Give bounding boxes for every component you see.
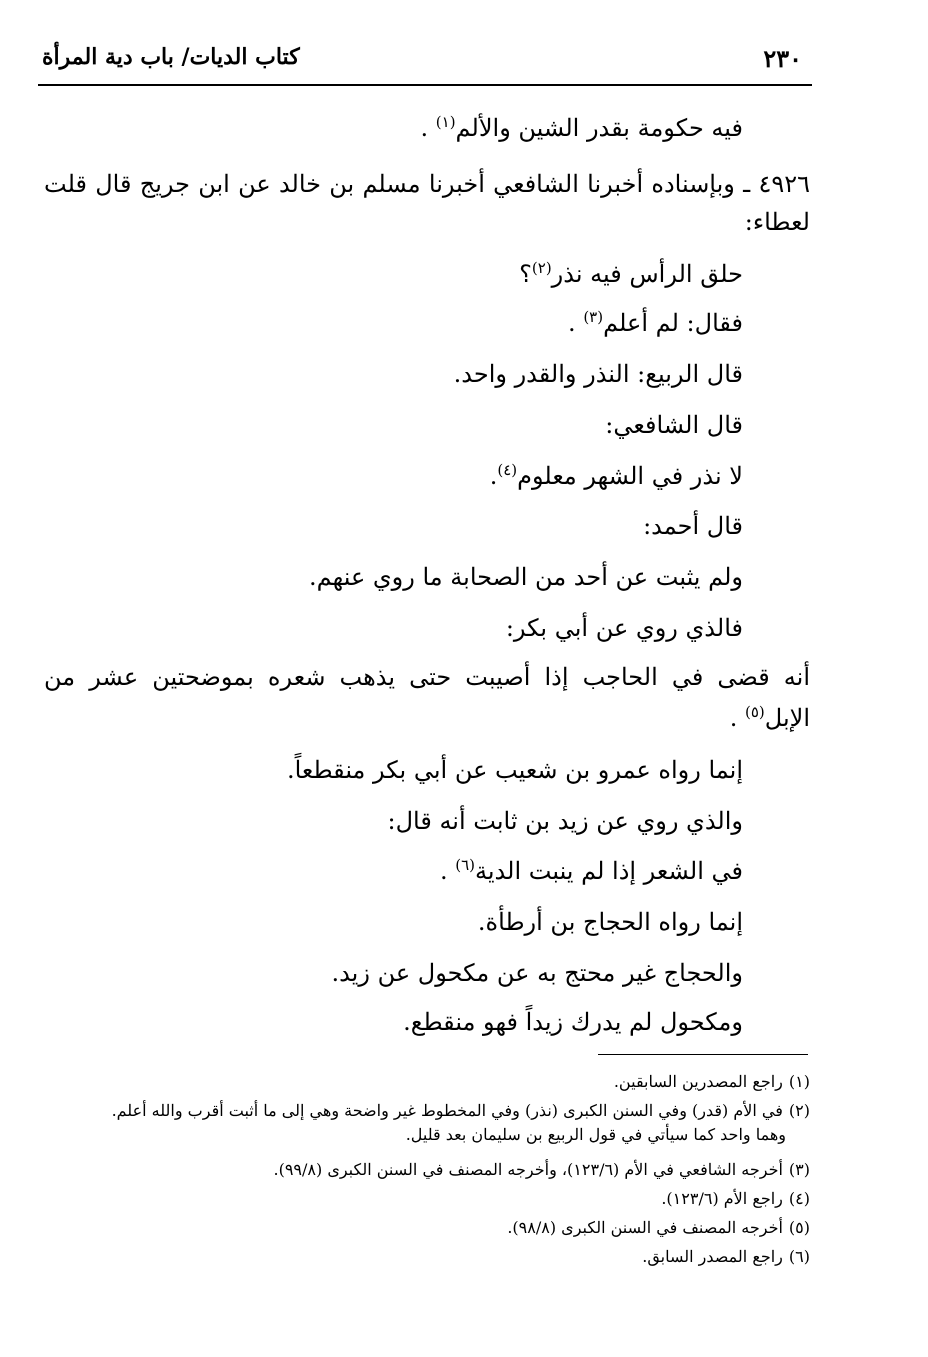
text-line: إنما رواه عمرو بن شعيب عن أبي بكر منقطعاً. [286,756,743,784]
text-line: ومكحول لم يدرك زيداً فهو منقطع. [403,1008,743,1036]
text-line: قال الشافعي: [605,411,743,439]
footnote-number: (٥) [788,1218,810,1237]
footnote: (٢)في الأم (قدر) وفي السنن الكبرى (نذر) وفي المخطوط غير واضحة وهي إلى ما أثبت أقرب والله أعلم. [111,1101,810,1120]
footnote-number: (١) [788,1072,810,1091]
footnote-ref[interactable]: (٥) [745,703,765,721]
text-line: الإبل$^{(٥)}$ . [729,703,810,732]
running-title: كتاب الديات/ باب دية المرأة [42,44,300,70]
text-line: قال أحمد: [643,512,743,540]
footnote-ref[interactable]: (٤) [497,461,518,479]
text-line: لا نذر في الشهر معلوم$^{(٤)}$. [489,461,743,490]
footnote: (١)راجع المصدرين السابقين. [613,1072,810,1091]
footnote-ref[interactable]: (١) [435,113,456,131]
footnote-ref[interactable]: (٦) [455,856,475,874]
page-header [38,38,812,86]
text-line: إنما رواه الحجاج بن أرطأة. [477,908,743,936]
footnote-separator [598,1054,808,1055]
footnote-number: (٣) [788,1160,810,1179]
text-line: حلق الرأس فيه نذر$^{(٢)}$؟ [519,259,743,288]
text-line: والذي روي عن زيد بن ثابت أنه قال: [387,807,743,835]
text-line: فالذي روي عن أبي بكر: [505,614,743,642]
footnote: (٦)راجع المصدر السابق. [642,1247,810,1266]
page-number: ٢٣٠ [763,44,802,73]
text-line: أنه قضى في الحاجب إذا أصيبت حتى يذهب شعره بموضحتين عشر من [44,663,811,691]
hadith-line: ٤٩٢٦ ـ وبإسناده أخبرنا الشافعي أخبرنا مسلم بن خالد عن ابن جريج قال قلت [44,170,810,198]
footnote-number: (٦) [788,1247,810,1266]
footnote: (٣)أخرجه الشافعي في الأم (١٢٣/٦)، وأخرجه المصنف في السنن الكبرى (٩٩/٨). [273,1160,810,1179]
text-line: ولم يثبت عن أحد من الصحابة ما روي عنهم. [309,563,743,591]
footnote-continuation: وهما واحد كما سيأتي في قول الربيع بن سليمان بعد قليل. [405,1125,786,1144]
footnote-ref[interactable]: (٣) [583,308,604,326]
footnote-ref[interactable]: (٢) [531,259,552,277]
text-line: في الشعر إذا لم ينبت الدية$^{(٦)}$ . [439,856,743,885]
text-line: فيه حكومة بقدر الشين والألم$^{(١)}$ . [420,113,743,142]
text-line: والحجاج غير محتج به عن مكحول عن زيد. [331,959,743,987]
footnote-number: (٤) [788,1189,810,1208]
footnote-number: (٢) [788,1101,810,1120]
text-line: فقال: لم أعلم$^{(٣)}$ . [568,308,743,337]
text-line: قال الربيع: النذر والقدر واحد. [453,360,743,388]
footnote: (٥)أخرجه المصنف في السنن الكبرى (٩٨/٨). [507,1218,810,1237]
footnote: (٤)راجع الأم (١٢٣/٦). [661,1189,810,1208]
text-line: لعطاء: [744,208,810,236]
